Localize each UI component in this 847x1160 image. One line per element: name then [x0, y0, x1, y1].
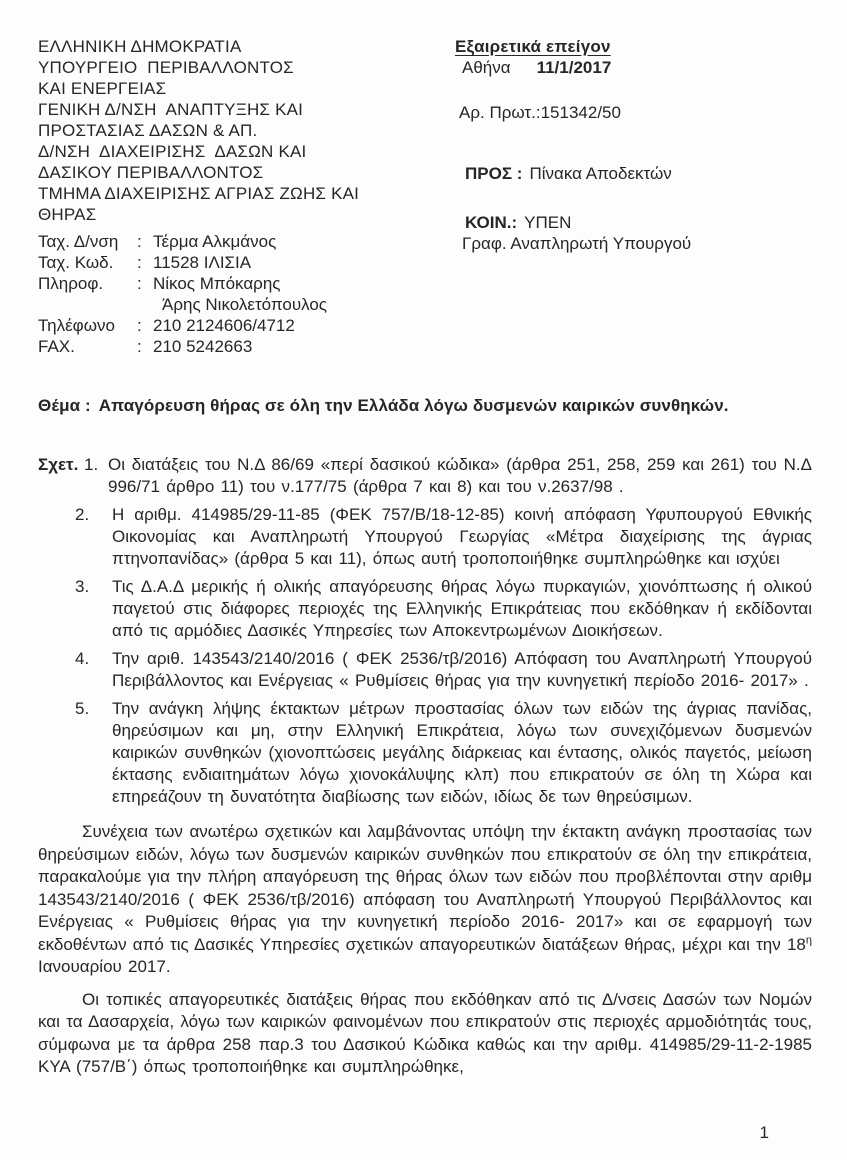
reference-item-2: [38, 504, 812, 570]
contact-value: Νίκος Μπόκαρης: [153, 274, 281, 293]
reference-text: Την αριθ. 143543/2140/2016 ( ΦΕΚ 2536/τβ/2016) Απόφαση του Αναπληρωτή Υπουργού Περιβάλλοντος και Ενέργειας « Ρυθμίσεις θήρας για την κυνηγετική περίοδο 2016- 2017» .: [112, 649, 812, 690]
reference-text: Την ανάγκη λήψης έκτακτων μέτρων προστασίας όλων των ειδών της άγριας πανίδας, θηρεύσιμων και μη, στην Ελληνική Επικράτεια, λόγω των συνεχιζόμενων δυσμενών καιρικών συνθηκών (χιονοπτώσεις μεγάλης διάρκειας και έντασης, ολικός παγετός, μείωση έκτασης ενδιαιτημάτων λόγω χιονοκάλυψης κλπ) που επικρατούν σε όλη τη Χώρα και επηρεάζουν τη δυνατότητα διαβίωσης των ειδών, ιδίως δε των θηρεύσιμων.: [112, 699, 812, 806]
contact-row-information: [38, 273, 438, 294]
reference-text: Η αριθμ. 414985/29-11-85 (ΦΕΚ 757/Β/18-12-85) κοινή απόφαση Υφυπουργού Εθνικής Οικονομίας και Αναπληρωτή Υπουργού Γεωργίας «Μέτρα διαχείρισης της άγριας πτηνοπανίδας» (άρθρα 5 και 11), όπως αυτή τροποποιήθηκε συμπληρώθηκε και ισχύει: [112, 505, 812, 568]
agency-line: ΥΠΟΥΡΓΕΙΟ ΠΕΡΙΒΑΛΛΟΝΤΟΣ: [38, 58, 294, 77]
contact-row-address: [38, 231, 438, 252]
reference-number: 4.: [75, 649, 90, 668]
reference-number: 5.: [75, 699, 90, 718]
paragraph-text: Συνέχεια των ανωτέρω σχετικών και λαμβάνοντας υπόψη την έκτακτη ανάγκη προστασίας των θηρεύσιμων ειδών, λόγω των δυσμενών καιρικών συνθηκών που επικρατούν σε όλη την επικράτεια, παρακαλούμε για την πλήρη απαγόρευση της θήρας όλων των ειδών που προβλέπονται στην αριθμ 143543/2140/2016 ( ΦΕΚ 2536/τβ/2016) απόφαση του Αναπληρωτή Υπουργού Περιβάλλοντος και Ενέργειας « Ρυθμίσεις θήρας για την κυνηγετική περίοδο 2016- 2017» και σε εφαρμογή των εκδοθέντων από τις Δασικές Υπηρεσίες σχετικών απαγορευτικών διατάξεων θήρας, μέχρι και την 18: [38, 822, 812, 954]
contact-separator: :: [137, 337, 142, 356]
cc-value: ΥΠΕΝ: [524, 213, 572, 232]
reference-number: 2.: [75, 505, 90, 524]
contact-separator: [137, 294, 153, 315]
contact-separator: :: [137, 232, 142, 251]
reference-item-3: [38, 576, 812, 642]
contact-separator: :: [137, 274, 142, 293]
agency-line: ΚΑΙ ΕΝΕΡΓΕΙΑΣ: [38, 79, 167, 98]
contact-label: [38, 294, 137, 315]
cc-line: [455, 212, 812, 233]
dispatch-block: [438, 36, 812, 357]
protocol-number: Αρ. Πρωτ.:151342/50: [459, 103, 621, 122]
contact-row-phone: [38, 315, 438, 336]
reference-text: Τις Δ.Α.Δ μερικής ή ολικής απαγόρευσης θήρας λόγω πυρκαγιών, χιονόπτωσης ή ολικού παγετού στις διάφορες περιοχές της Ελληνικής Επικράτειας που εκδόθηκαν ή εκδίδονται από τις αρμόδιες Δασικές Υπηρεσίες των Αποκεντρωμένων Διοικήσεων.: [112, 577, 812, 640]
agency-line: ΤΜΗΜΑ ΔΙΑΧΕΙΡΙΣΗΣ ΑΓΡΙΑΣ ΖΩΗΣ ΚΑΙ: [38, 184, 360, 203]
agency-line: ΓΕΝΙΚΗ Δ/ΝΣΗ ΑΝΑΠΤΥΞΗΣ ΚΑΙ: [38, 100, 304, 119]
references-list: [38, 454, 812, 808]
contact-separator: :: [137, 316, 142, 335]
body-paragraph-1: [38, 821, 812, 979]
references-label: Σχετ.: [38, 455, 79, 474]
paragraph-text: Ιανουαρίου 2017.: [38, 957, 171, 976]
contact-label: Πληροφ.: [38, 274, 104, 293]
page-number: 1: [759, 1123, 769, 1142]
agency-line: ΘΗΡΑΣ: [38, 205, 97, 224]
contact-row-postcode: [38, 252, 438, 273]
subject-line: [38, 395, 812, 416]
contact-row-fax: [38, 336, 438, 357]
reference-text: Οι διατάξεις του Ν.Δ 86/69 «περί δασικού κώδικα» (άρθρα 251, 258, 259 και 261) του Ν.Δ 996/71 άρθρο 11) του ν.177/75 (άρθρα 7 και 8) και του ν.2637/98 .: [108, 455, 812, 496]
agency-line: Δ/ΝΣΗ ΔΙΑΧΕΙΡΙΣΗΣ ΔΑΣΩΝ ΚΑΙ: [38, 142, 307, 161]
contact-value: Τέρμα Αλκμάνος: [153, 232, 277, 251]
contact-label: Ταχ. Δ/νση: [38, 232, 119, 251]
reference-number: 1.: [84, 455, 99, 474]
contact-separator: :: [137, 253, 142, 272]
cc-office-line: Γραφ. Αναπληρωτή Υπουργού: [462, 234, 692, 253]
contact-block: [38, 231, 438, 357]
agency-line: ΔΑΣΙΚΟΥ ΠΕΡΙΒΑΛΛΟΝΤΟΣ: [38, 163, 264, 182]
agency-line: ΠΡΟΣΤΑΣΙΑΣ ΔΑΣΩΝ & ΑΠ.: [38, 121, 258, 140]
contact-row-information-2: [38, 294, 438, 315]
superscript-ordinal: η: [805, 933, 812, 946]
reference-item-5: [38, 698, 812, 808]
contact-label: FAX.: [38, 337, 75, 356]
body-paragraph-2: Οι τοπικές απαγορευτικές διατάξεις θήρας που εκδόθηκαν από τις Δ/νσεις Δασών των Νομών και τα Δασαρχεία, λόγω των καιρικών φαινομένων που επικρατούν στις περιοχές αρμοδιότητάς τους, σύμφωνα με τα άρθρα 258 παρ.3 του Δασικού Κώδικα καθώς και την αριθμ. 414985/29-11-2-1985 ΚΥΑ (757/Β΄) όπως τροποποιήθηκε και συμπληρώθηκε,: [38, 989, 812, 1076]
contact-value: 11528 ΙΛΙΣΙΑ: [153, 253, 252, 272]
date-line: [455, 57, 812, 78]
agency-line: ΕΛΛΗΝΙΚΗ ΔΗΜΟΚΡΑΤΙΑ: [38, 37, 242, 56]
city-label: Αθήνα: [462, 58, 511, 77]
contact-value: 210 5242663: [153, 337, 253, 356]
contact-label: Ταχ. Κωδ.: [38, 253, 114, 272]
cc-label: ΚΟΙΝ.:: [465, 213, 518, 232]
reference-item-1: [38, 454, 812, 498]
contact-value: Άρης Νικολετόπουλος: [162, 295, 328, 314]
urgency-note: Εξαιρετικά επείγον: [455, 37, 611, 56]
reference-number: 3.: [75, 577, 90, 596]
recipient-value: Πίνακα Αποδεκτών: [529, 164, 672, 183]
recipient-line: [455, 163, 812, 184]
letterhead: [38, 36, 812, 357]
contact-label: Τηλέφωνο: [38, 316, 115, 335]
contact-value: 210 2124606/4712: [153, 316, 295, 335]
reference-item-4: [38, 648, 812, 692]
document-date: 11/1/2017: [536, 58, 612, 77]
sender-block: [38, 36, 438, 357]
recipient-label: ΠΡΟΣ :: [465, 164, 523, 183]
subject-text: Απαγόρευση θήρας σε όλη την Ελλάδα λόγω δυσμενών καιρικών συνθηκών.: [98, 396, 729, 415]
subject-label: Θέμα :: [38, 396, 91, 415]
